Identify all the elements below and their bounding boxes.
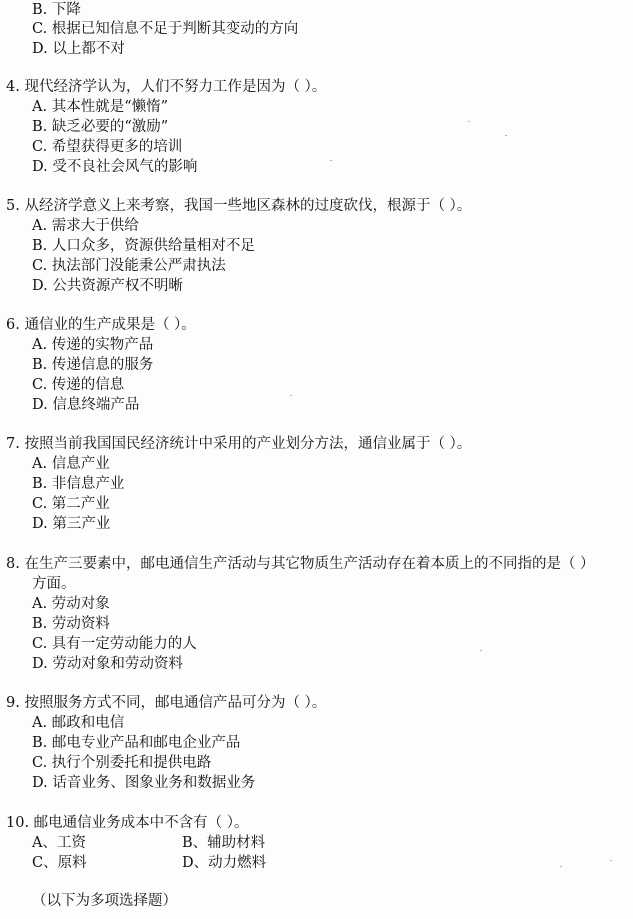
scan-speck: [330, 160, 332, 161]
question-6-option-b: B. 传递信息的服务: [32, 357, 154, 373]
question-5-option-a: A. 需求大于供给: [32, 218, 139, 234]
question-9-option-d: D. 话音业务、图象业务和数据业务: [32, 775, 256, 791]
question-6-option-c: C. 传递的信息: [32, 377, 125, 393]
scan-speck: [468, 121, 470, 122]
question-8-option-c: C. 具有一定劳动能力的人: [32, 636, 197, 652]
question-10-option-a: A、工资: [32, 835, 86, 851]
question-8: 8. 在生产三要素中，邮电通信生产活动与其它物质生产活动存在着本质上的不同指的是（ ）: [6, 556, 595, 572]
question-7-option-d: D. 第三产业: [32, 516, 111, 532]
question-5-option-c: C. 执法部门没能秉公严肃执法: [32, 258, 226, 274]
question-8-continuation: 方面。: [32, 576, 76, 592]
question-4-option-b: B. 缺乏必要的“激励”: [32, 119, 169, 135]
question-6: 6. 通信业的生产成果是（ ）。: [6, 317, 196, 333]
question-10-option-b: B、辅助材料: [182, 835, 266, 851]
question-10-option-d: D、动力燃料: [182, 855, 267, 871]
question-4: 4. 现代经济学认为，人们不努力工作是因为（ ）。: [6, 79, 327, 95]
question-7: 7. 按照当前我国国民经济统计中采用的产业划分方法，通信业属于（ ）。: [6, 436, 472, 452]
question-10: 10. 邮电通信业务成本中不含有（ ）。: [6, 815, 249, 831]
question-5: 5. 从经济学意义上来考察，我国一些地区森林的过度砍伐，根源于（ ）。: [6, 198, 472, 214]
question-7-option-a: A. 信息产业: [32, 456, 110, 472]
scan-speck: [505, 135, 507, 136]
question-5-option-d: D. 公共资源产权不明晰: [32, 278, 183, 294]
multiple-choice-section-note: （以下为多项选择题）: [32, 893, 177, 909]
question-8-option-b: B. 劳动资料: [32, 616, 110, 632]
question-9-option-c: C. 执行个别委托和提供电路: [32, 755, 212, 771]
question-6-option-a: A. 传递的实物产品: [32, 337, 154, 353]
question-8-option-d: D. 劳动对象和劳动资料: [32, 656, 183, 672]
scan-speck: [480, 650, 482, 651]
question-10-option-c: C、原料: [32, 855, 87, 871]
question-9: 9. 按照服务方式不同，邮电通信产品可分为（ ）。: [6, 695, 327, 711]
question-9-option-a: A. 邮政和电信: [32, 715, 125, 731]
question-9-option-b: B. 邮电专业产品和邮电企业产品: [32, 735, 241, 751]
question-5-option-b: B. 人口众多，资源供给量相对不足: [32, 238, 255, 254]
scan-speck: [560, 866, 562, 867]
question-7-option-b: B. 非信息产业: [32, 476, 125, 492]
prev-option-c: C. 根据已知信息不足于判断其变动的方向: [32, 21, 299, 37]
question-4-option-c: C. 希望获得更多的培训: [32, 139, 183, 155]
prev-option-b: B. 下降: [32, 2, 81, 18]
question-4-option-a: A. 其本性就是“懒惰”: [32, 99, 169, 115]
question-4-option-d: D. 受不良社会风气的影响: [32, 159, 198, 175]
question-6-option-d: D. 信息终端产品: [32, 397, 140, 413]
scan-speck: [290, 395, 292, 396]
question-7-option-c: C. 第二产业: [32, 496, 110, 512]
prev-option-d: D. 以上都不对: [32, 41, 125, 57]
question-8-option-a: A. 劳动对象: [32, 596, 110, 612]
scan-speck: [610, 860, 612, 861]
scan-speck: [450, 555, 452, 556]
